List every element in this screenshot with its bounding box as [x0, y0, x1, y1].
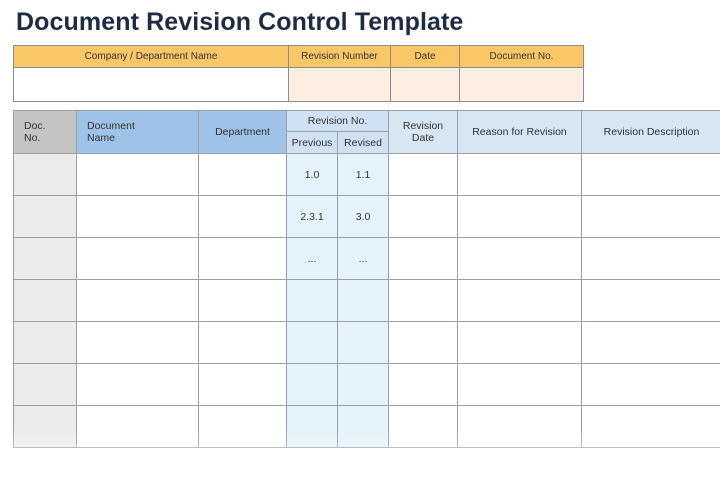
- description-cell[interactable]: [582, 322, 720, 364]
- info-value-row: [14, 68, 584, 102]
- revision-date-cell[interactable]: [389, 322, 458, 364]
- reason-cell[interactable]: [458, 364, 582, 406]
- doc-no-cell[interactable]: [14, 238, 77, 280]
- revised-cell[interactable]: [338, 364, 389, 406]
- revision-number-header: Revision Number: [289, 46, 391, 68]
- reason-cell[interactable]: [458, 196, 582, 238]
- revision-date-cell[interactable]: [389, 364, 458, 406]
- document-number-header: Document No.: [460, 46, 584, 68]
- revised-cell[interactable]: [338, 406, 389, 448]
- doc-no-cell[interactable]: [14, 154, 77, 196]
- reason-cell[interactable]: [458, 322, 582, 364]
- department-header: Department: [199, 111, 287, 154]
- previous-cell[interactable]: ...: [287, 238, 338, 280]
- previous-header: Previous: [287, 132, 338, 154]
- revised-header: Revised: [338, 132, 389, 154]
- description-cell[interactable]: [582, 196, 720, 238]
- doc-no-cell[interactable]: [14, 196, 77, 238]
- department-cell[interactable]: [199, 406, 287, 448]
- document-name-cell[interactable]: [77, 280, 199, 322]
- revision-date-cell[interactable]: [389, 406, 458, 448]
- previous-cell[interactable]: [287, 322, 338, 364]
- document-name-cell[interactable]: [77, 322, 199, 364]
- department-cell[interactable]: [199, 364, 287, 406]
- revision-date-header-label: Revision Date: [402, 120, 444, 144]
- document-name-cell[interactable]: [77, 238, 199, 280]
- doc-no-header-label: Doc. No.: [24, 120, 46, 144]
- reason-for-revision-header: Reason for Revision: [458, 111, 582, 154]
- revision-date-cell[interactable]: [389, 154, 458, 196]
- doc-no-header: [14, 111, 77, 154]
- table-row: [14, 406, 720, 448]
- reason-cell[interactable]: [458, 238, 582, 280]
- revision-date-cell[interactable]: [389, 238, 458, 280]
- table-row: [14, 154, 720, 196]
- department-cell[interactable]: [199, 238, 287, 280]
- revised-cell[interactable]: [338, 322, 389, 364]
- description-cell[interactable]: [582, 280, 720, 322]
- table-row: [14, 322, 720, 364]
- revision-no-header: Revision No.: [287, 111, 389, 132]
- document-name-cell[interactable]: [77, 154, 199, 196]
- revised-cell[interactable]: [338, 280, 389, 322]
- document-info-table: [13, 45, 584, 102]
- description-cell[interactable]: [582, 364, 720, 406]
- revision-description-header: Revision Description: [582, 111, 720, 154]
- table-row: [14, 238, 720, 280]
- revision-date-cell[interactable]: [389, 196, 458, 238]
- department-cell[interactable]: [199, 322, 287, 364]
- table-header-row: [14, 111, 720, 132]
- doc-no-cell[interactable]: [14, 322, 77, 364]
- revised-cell[interactable]: 1.1: [338, 154, 389, 196]
- department-cell[interactable]: [199, 280, 287, 322]
- date-field[interactable]: [391, 68, 460, 102]
- document-name-cell[interactable]: [77, 196, 199, 238]
- table-row: [14, 280, 720, 322]
- revised-cell[interactable]: ...: [338, 238, 389, 280]
- description-cell[interactable]: [582, 154, 720, 196]
- doc-no-cell[interactable]: [14, 406, 77, 448]
- document-name-cell[interactable]: [77, 364, 199, 406]
- page-title: Document Revision Control Template: [16, 8, 464, 36]
- document-name-header-label: Document Name: [87, 120, 135, 144]
- reason-cell[interactable]: [458, 280, 582, 322]
- revision-number-field[interactable]: [289, 68, 391, 102]
- previous-cell[interactable]: [287, 280, 338, 322]
- revision-table: [13, 110, 720, 448]
- previous-cell[interactable]: [287, 406, 338, 448]
- date-header: Date: [391, 46, 460, 68]
- revision-date-cell[interactable]: [389, 280, 458, 322]
- document-name-header: [77, 111, 199, 154]
- company-department-header: Company / Department Name: [14, 46, 289, 68]
- department-cell[interactable]: [199, 154, 287, 196]
- table-row: [14, 364, 720, 406]
- doc-no-cell[interactable]: [14, 364, 77, 406]
- document-name-cell[interactable]: [77, 406, 199, 448]
- previous-cell[interactable]: 2.3.1: [287, 196, 338, 238]
- reason-cell[interactable]: [458, 154, 582, 196]
- revised-cell[interactable]: 3.0: [338, 196, 389, 238]
- description-cell[interactable]: [582, 406, 720, 448]
- doc-no-cell[interactable]: [14, 280, 77, 322]
- description-cell[interactable]: [582, 238, 720, 280]
- reason-cell[interactable]: [458, 406, 582, 448]
- info-header-row: [14, 46, 584, 68]
- department-cell[interactable]: [199, 196, 287, 238]
- table-row: [14, 196, 720, 238]
- document-number-field[interactable]: [460, 68, 584, 102]
- company-department-field[interactable]: [14, 68, 289, 102]
- revision-date-header: [389, 111, 458, 154]
- previous-cell[interactable]: [287, 364, 338, 406]
- previous-cell[interactable]: 1.0: [287, 154, 338, 196]
